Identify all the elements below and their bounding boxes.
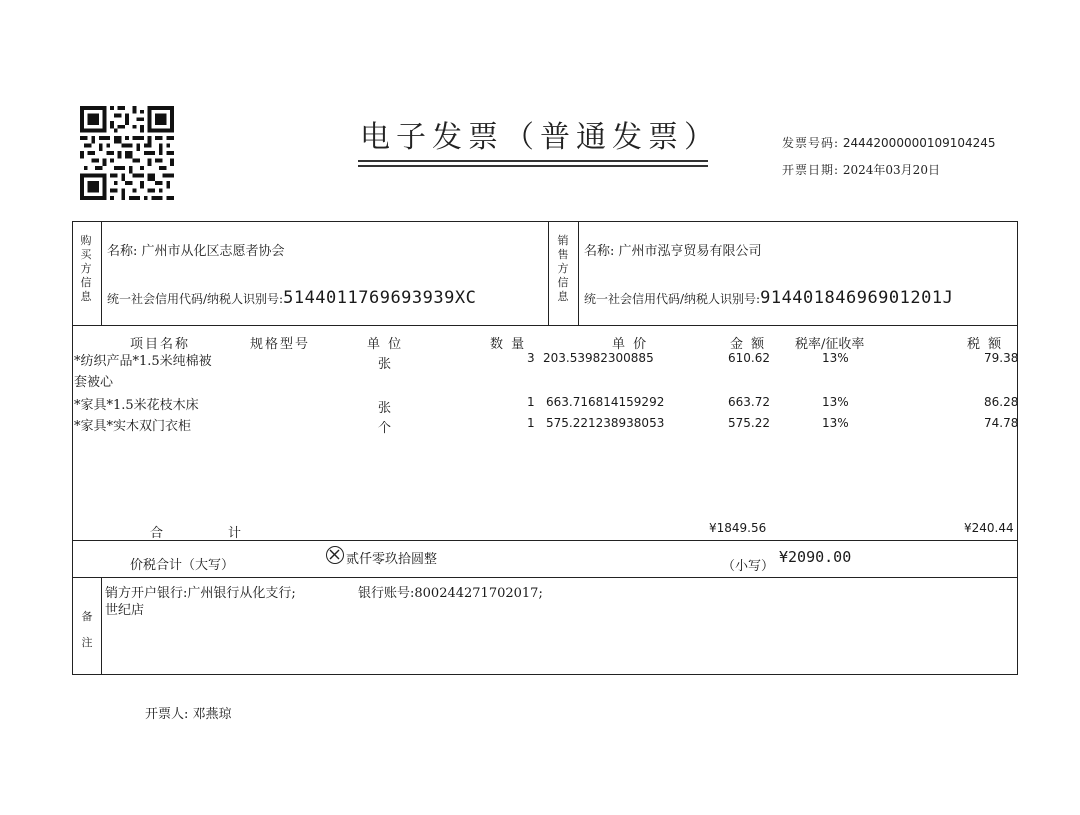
seller-tax-row xyxy=(584,288,953,308)
item-name-cont: 套被心 xyxy=(74,375,114,390)
seller-name-label: 名称: xyxy=(584,244,615,259)
remarks-bank: 广州银行从化支行; xyxy=(187,586,296,601)
total-label-ji: 计 xyxy=(228,526,242,541)
item-name: *家具*实木双门衣柜 xyxy=(74,419,192,434)
divider xyxy=(101,577,102,674)
grand-total-value: ¥2090.00 xyxy=(779,548,852,566)
seller-tax-id: 91440184696901201J xyxy=(760,288,954,308)
buyer-side-label: 购 买 方 信 息 xyxy=(80,234,92,303)
invoice-date-label: 开票日期: xyxy=(782,163,840,177)
qr-code xyxy=(80,106,174,200)
grand-total-words: 贰仟零玖拾圆整 xyxy=(346,552,438,567)
item-price: 575.221238938053 xyxy=(546,416,665,430)
seller-tax-label: 统一社会信用代码/纳税人识别号: xyxy=(584,292,761,306)
item-rate: 13% xyxy=(822,416,849,430)
item-name: *家具*1.5米花枝木床 xyxy=(74,398,199,413)
item-qty: 3 xyxy=(527,351,535,365)
item-amount: 663.72 xyxy=(728,395,770,409)
remarks-bank-label: 销方开户银行: xyxy=(105,586,188,601)
invoice-date-row xyxy=(782,161,940,178)
buyer-tax-id: 5144011769693939XC xyxy=(283,288,477,308)
grand-total-small-label: （小写） xyxy=(722,559,775,574)
item-name: *纺织产品*1.5米纯棉被 xyxy=(74,354,212,369)
item-tax: 74.78 xyxy=(984,416,1019,430)
item-price: 203.53982300885 xyxy=(543,351,654,365)
remarks-account-label: 银行账号: xyxy=(358,586,415,601)
invoice-number-label: 发票号码: xyxy=(782,136,840,150)
item-qty: 1 xyxy=(527,416,535,430)
invoice-title: 电子发票（普通发票） xyxy=(360,120,720,155)
buyer-name-label: 名称: xyxy=(107,244,138,259)
col-rate: 税率/征收率 xyxy=(795,337,865,352)
title-underline xyxy=(358,165,708,167)
item-unit: 张 xyxy=(378,401,392,416)
remarks-bank-line2: 世纪店 xyxy=(105,603,145,618)
buyer-tax-label: 统一社会信用代码/纳税人识别号: xyxy=(107,292,284,306)
col-tax: 税 额 xyxy=(967,337,1004,352)
col-amount: 金 额 xyxy=(730,337,767,352)
item-tax: 86.28 xyxy=(984,395,1019,409)
invoice-number-row xyxy=(782,134,996,151)
item-rate: 13% xyxy=(822,351,849,365)
total-amount: ¥1849.56 xyxy=(709,521,767,535)
issuer-label: 开票人: xyxy=(145,707,189,722)
col-unit: 单 位 xyxy=(367,337,404,352)
divider xyxy=(548,222,549,325)
seller-side-label: 销 售 方 信 息 xyxy=(557,234,569,303)
invoice-date: 2024年03月20日 xyxy=(842,163,940,177)
item-qty: 1 xyxy=(527,395,535,409)
remarks-account-row xyxy=(358,582,543,601)
item-unit: 张 xyxy=(378,357,392,372)
item-rate: 13% xyxy=(822,395,849,409)
grand-total-label: 价税合计（大写） xyxy=(130,558,235,573)
divider xyxy=(578,222,579,325)
buyer-tax-row xyxy=(107,288,476,308)
item-amount: 575.22 xyxy=(728,416,770,430)
buyer-name: 广州市从化区志愿者协会 xyxy=(141,244,285,259)
cross-circle-icon xyxy=(326,546,344,564)
item-amount: 610.62 xyxy=(728,351,770,365)
buyer-name-row xyxy=(107,240,285,259)
remarks-account: 800244271702017; xyxy=(414,586,543,601)
total-label-he: 合 xyxy=(150,526,164,541)
remarks-side-label: 备 注 xyxy=(81,610,93,649)
col-price: 单 价 xyxy=(612,337,649,352)
seller-name-row xyxy=(584,240,762,259)
divider xyxy=(73,540,1017,541)
seller-name: 广州市泓亨贸易有限公司 xyxy=(618,244,762,259)
item-price: 663.716814159292 xyxy=(546,395,665,409)
divider xyxy=(73,577,1017,578)
title-underline xyxy=(358,160,708,162)
item-unit: 个 xyxy=(378,421,392,436)
col-spec: 规格型号 xyxy=(250,337,311,352)
col-item: 项目名称 xyxy=(130,337,191,352)
issuer-name: 邓燕琼 xyxy=(192,707,232,722)
total-tax: ¥240.44 xyxy=(964,521,1014,535)
item-tax: 79.38 xyxy=(984,351,1019,365)
divider xyxy=(101,222,102,325)
issuer-row xyxy=(145,703,232,722)
divider xyxy=(73,325,1017,326)
col-qty: 数 量 xyxy=(490,337,527,352)
invoice-number: 24442000000109104245 xyxy=(842,136,996,150)
